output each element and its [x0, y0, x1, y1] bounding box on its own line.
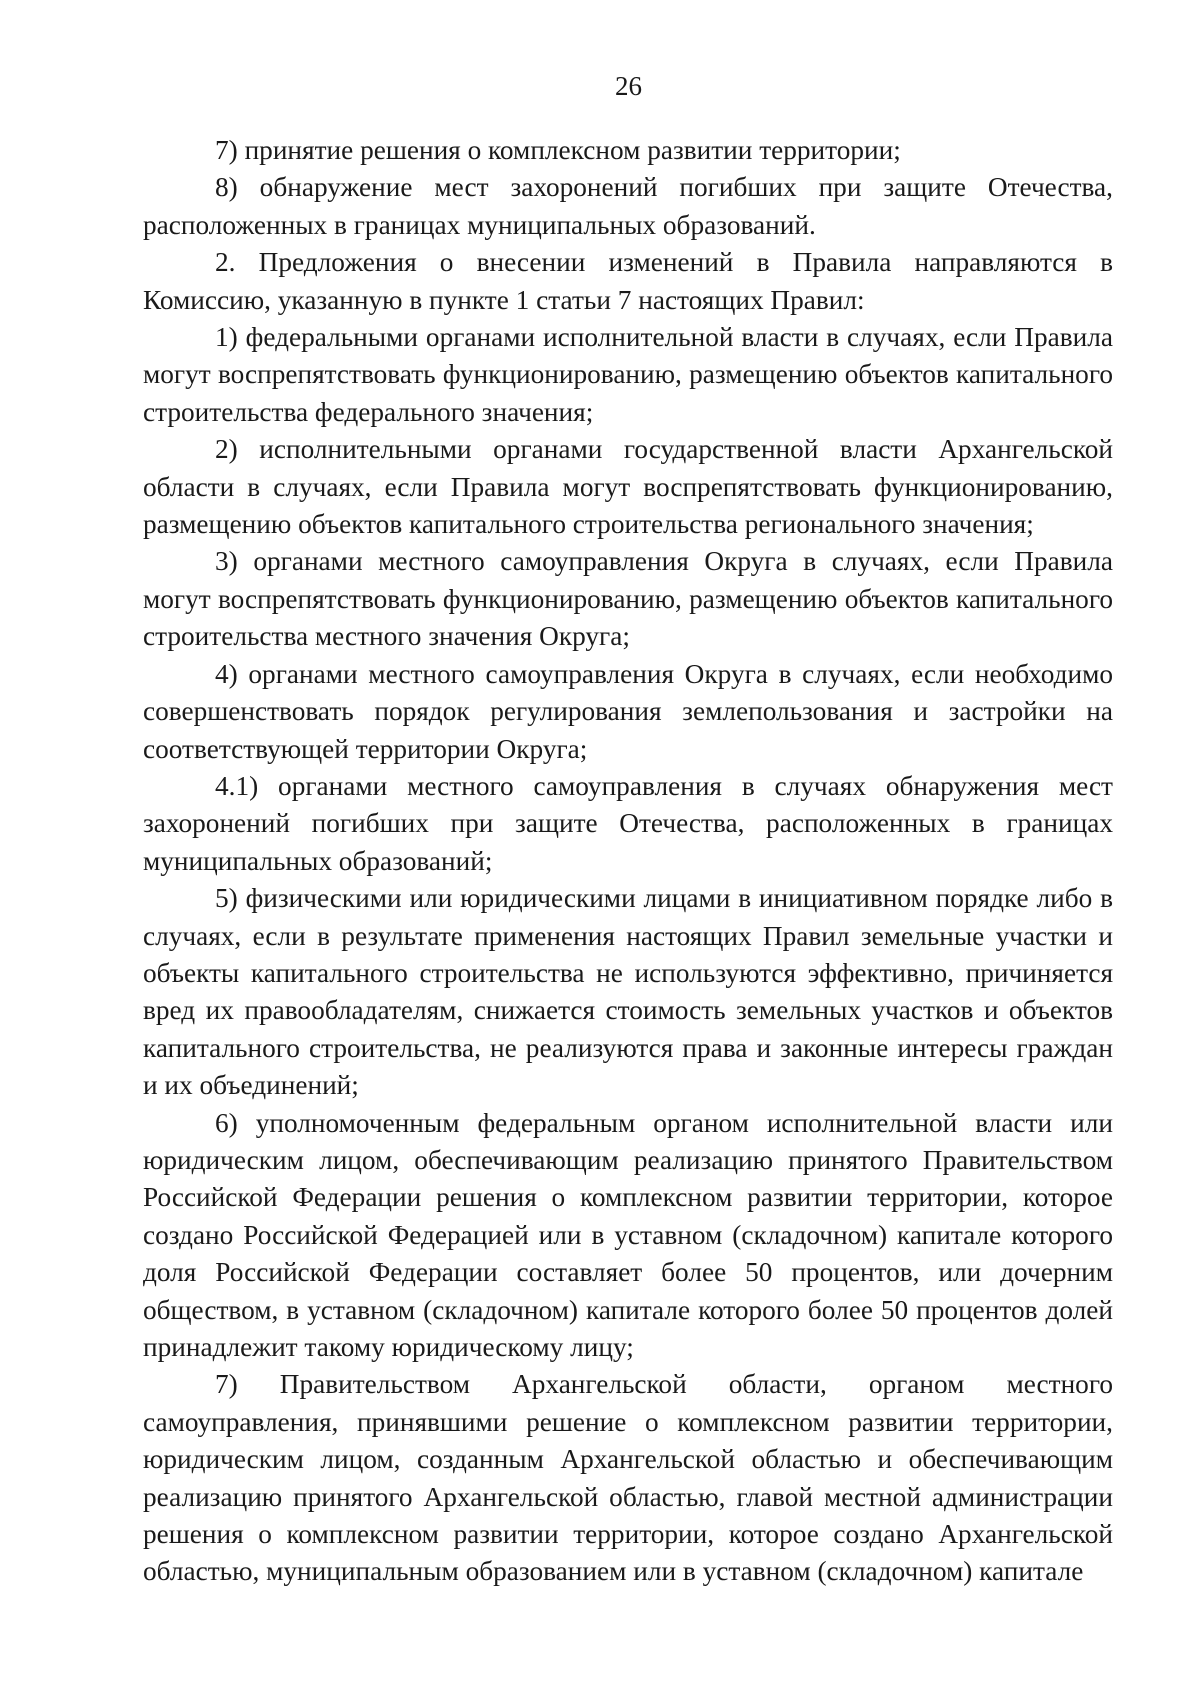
paragraph-item-8-burial-sites: 8) обнаружение мест захоронений погибших при защите Отечества, расположенных в границах муниципальных образований. — [143, 172, 1113, 240]
paragraph-item-4-local-government: 4) органами местного самоуправления Округа в случаях, если необходимо совершенствовать порядок регулирования землепользования и застройки на соответствующей территории Округа; — [143, 658, 1113, 764]
paragraph-item-7-complex-development: 7) принятие решения о комплексном развитии территории; — [215, 135, 901, 165]
paragraph-item-1-federal-bodies: 1) федеральными органами исполнительной власти в случаях, если Правила могут воспрепятствовать функционированию, размещению объектов капитального строительства федерального значения; — [143, 322, 1113, 427]
paragraph-section-2-proposals: 2. Предложения о внесении изменений в Правила направляются в Комиссию, указанную в пункте 1 статьи 7 настоящих Правил: — [143, 247, 1113, 315]
paragraph-item-2-regional-bodies: 2) исполнительными органами государственной власти Архангельской области в случаях, если Правила могут воспрепятствовать функционированию, размещению объектов капитального строительства регионального значения; — [143, 434, 1113, 540]
paragraph-item-4-1-burial-sites: 4.1) органами местного самоуправления в случаях обнаружения мест захоронений погибших при защите Отечества, расположенных в границах муниципальных образований; — [143, 770, 1113, 876]
paragraph-item-7-regional-government: 7) Правительством Архангельской области, органом местного самоуправления, принявшими решение о комплексном развитии территории, юридическим лицом, созданным Архангельской областью и обеспечивающим реализацию принятого Архангельской областью, главой местной администрации решения о комплексном развитии территории, которое создано Архангельской областью, муниципальным образованием или в уставном (складочном) капитале — [143, 1369, 1113, 1587]
page-number: 26 — [615, 71, 642, 101]
paragraph-item-5-individuals-legal-entities: 5) физическими или юридическими лицами в инициативном порядке либо в случаях, если в результате применения настоящих Правил земельные участки и объекты капитального строительства не используются эффективно, причиняется вред их правообладателям, снижается стоимость земельных участков и объектов капитального строительства, не реализуются права и законные интересы граждан и их объединений; — [143, 883, 1113, 1101]
document-body — [143, 132, 1113, 1591]
paragraph-item-3-local-government: 3) органами местного самоуправления Округа в случаях, если Правила могут воспрепятствовать функционированию, размещению объектов капитального строительства местного значения Округа; — [143, 546, 1113, 652]
paragraph-item-6-federal-authority: 6) уполномоченным федеральным органом исполнительной власти или юридическим лицом, обеспечивающим реализацию принятого Правительством Российской Федерации решения о комплексном развитии территории, которое создано Российской Федерацией или в уставном (складочном) капитале которого доля Российской Федерации составляет более 50 процентов, или дочерним обществом, в уставном (складочном) капитале которого более 50 процентов долей принадлежит такому юридическому лицу; — [143, 1107, 1113, 1362]
